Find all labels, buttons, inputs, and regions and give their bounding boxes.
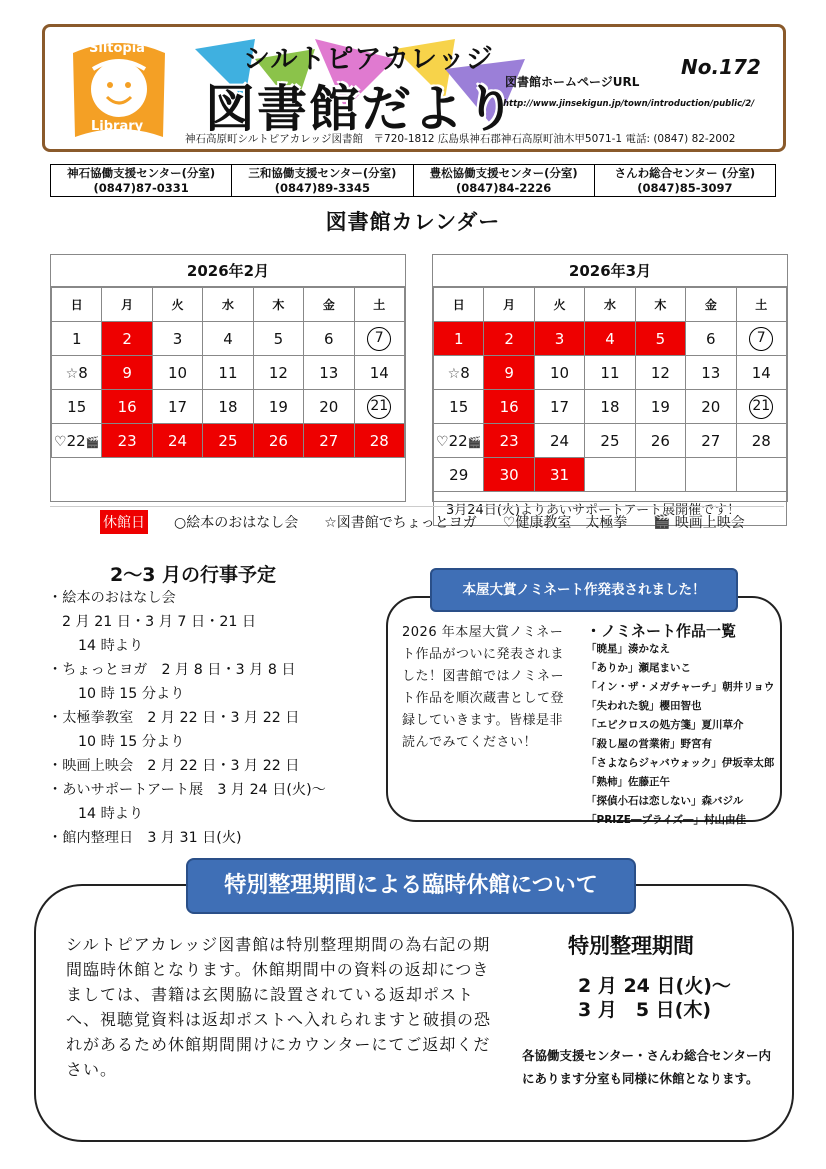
event-line: 14 時より [78,806,144,822]
nominee-item: 「エピクロスの処方箋」夏川草介 [586,719,744,731]
calendar-day: 18 [585,390,635,424]
event-line: 10 時 15 分より [78,686,185,702]
issue-number: No.172 [681,55,761,79]
calendar-day: 25 [203,424,253,458]
calendar-day [585,458,635,492]
calendar-day: 14 [736,356,786,390]
homepage-url-label: 図書館ホームページURL [505,75,640,89]
calendar-day: 12 [253,356,303,390]
closure-period-title: 特別整理期間 [568,934,694,958]
calendar-day: 3 [152,322,202,356]
calendar-day: ☆8 [52,356,102,390]
event-line: ・絵本のおはなし会 [48,590,176,606]
center-name: 三和協働支援センター(分室) [248,166,397,180]
calendar-day: 11 [585,356,635,390]
heart-icon: ♡ [54,433,67,450]
weekday-header: 月 [102,288,152,322]
calendar-day: 26 [635,424,685,458]
calendar-day: ☆8 [434,356,484,390]
award-heading: 本屋大賞ノミネート作発表されました！ [430,568,738,612]
calendar-day: 5 [253,322,303,356]
calendar-day: 9 [102,356,152,390]
calendar-day: 12 [635,356,685,390]
nominee-item: 「ありか」瀬尾まいこ [586,662,691,674]
nominee-item: 「イン・ザ・メガチャーチ」朝井リョウ [586,681,775,693]
newsletter-subtitle: シルトピアカレッジ [243,44,494,75]
center-toyomatsu [414,165,595,196]
center-name: さんわ総合センター (分室) [614,166,756,180]
calendar-day: 13 [304,356,354,390]
calendar-day: 10 [152,356,202,390]
closure-text: シルトピアカレッジ図書館は特別整理期間の為右記の期間臨時休館となります。休館期間中の資料の返却につきましては、書籍は玄関脇に設置されている返却ポストへ、視聴覚資料は返却ポストへ入れられますと破損の恐れがあるため休館期間開けにカウンターにてご返却ください。 [66,935,492,1079]
calendar-day: 28 [736,424,786,458]
heart-icon: ♡ [436,433,449,450]
calendar-day: 6 [304,322,354,356]
calendar-day: 30 [484,458,534,492]
calendar-day: 29 [434,458,484,492]
calendar-note: 3月24日(火)よりあいサポートアート展開催です！ [434,492,787,526]
star-icon: ☆ [447,365,461,382]
calendar-day: 24 [152,424,202,458]
center-name: 豊松協働支援センター(分室) [429,166,578,180]
calendar-day: 31 [534,458,584,492]
weekday-header: 火 [152,288,202,322]
logo-top-text: Siltopia [89,41,145,56]
calendar-day: 19 [253,390,303,424]
logo-bottom-text: Library [91,119,144,134]
legend-yoga: ☆図書館でちょっとヨガ [324,514,477,531]
calendar-day [635,458,685,492]
events-title: 2～3 月の行事予定 [110,564,277,586]
calendar-day [686,458,736,492]
calendar-day: 13 [686,356,736,390]
weekday-header: 水 [203,288,253,322]
calendar-day [736,390,786,424]
calendar-day: ♡22🎬 [434,424,484,458]
calendar-day: 23 [102,424,152,458]
calendar-day: 16 [484,390,534,424]
weekday-header: 木 [635,288,685,322]
legend-ehon: ○絵本のおはなし会 [174,514,299,531]
weekday-header: 月 [484,288,534,322]
calendar-day: 26 [253,424,303,458]
calendar-day: 9 [484,356,534,390]
center-tel: (0847)85-3097 [637,181,733,195]
calendar-day: ♡22🎬 [52,424,102,458]
event-line: ・映画上映会 2 月 22 日・3 月 22 日 [48,758,300,774]
center-tel: (0847)84-2226 [455,181,552,195]
legend-closed: 休館日 [100,510,148,534]
event-line: ・あいサポートアート展 3 月 24 日(火)～ [48,782,326,798]
weekday-header: 日 [434,288,484,322]
ehon-circle-icon: 7 [367,327,391,351]
center-tel: (0847)89-3345 [274,181,371,195]
march-grid [433,287,787,526]
february-grid [51,287,405,458]
event-line: ・館内整理日 3 月 31 日(火) [48,830,242,846]
calendar-day: 4 [585,322,635,356]
closure-date-from: 2 月 24 日(火)～ [578,975,731,997]
month-title: 2026年2月 [51,255,405,287]
calendar-day: 5 [635,322,685,356]
calendar-day: 17 [152,390,202,424]
newsletter-title: 図書館だより [205,80,517,138]
calendar-day: 2 [102,322,152,356]
calendar-day: 3 [534,322,584,356]
calendar-day: 1 [434,322,484,356]
homepage-url[interactable]: http://www.jinsekigun.jp/town/introduction/public/2/ [503,99,755,109]
weekday-header: 金 [686,288,736,322]
calendar-day: 18 [203,390,253,424]
nominee-item: 「失われた貌」櫻田智也 [586,700,702,712]
nominee-item: 「殺し屋の営業術」野宮有 [586,738,712,750]
clapperboard-icon: 🎬 [467,435,482,449]
clapperboard-icon: 🎬 [653,513,671,530]
calendar-day: 15 [434,390,484,424]
branch-centers-bar [50,164,776,197]
nominee-item: 「PRIZE―プライズ―」村山由佳 [586,814,747,826]
nominee-list-title: ・ノミネート作品一覧 [586,622,737,640]
legend-health: ♡健康教室 太極拳 [502,514,628,531]
calendar-day: 2 [484,322,534,356]
weekday-header: 火 [534,288,584,322]
nominee-item: 「熟柿」佐藤正午 [586,776,670,788]
center-name: 神石協働支援センター(分室) [67,166,216,180]
calendar-day: 15 [52,390,102,424]
ehon-circle-icon: 21 [749,395,773,419]
nominee-item: 「探偵小石は恋しない」森バジル [586,795,744,807]
ehon-circle-icon: 21 [367,395,391,419]
legend-movie: 映画上映会 [674,514,745,531]
closure-dates [578,974,731,1022]
center-tel: (0847)87-0331 [93,181,189,195]
calendar-day [736,458,786,492]
award-text: 2026 年本屋大賞ノミネート作品がついに発表されました！図書館ではノミネート作品を順次蔵書として登録していきます。皆様是非読んでみてください！ [402,625,565,750]
calendar-day [354,390,404,424]
month-title: 2026年3月 [433,255,787,287]
center-sanwa-sogo [595,165,775,196]
events-list [48,586,326,850]
calendar-day: 6 [686,322,736,356]
calendar-day: 17 [534,390,584,424]
event-line: 10 時 15 分より [78,734,185,750]
calendar-title: 図書館カレンダー [325,210,501,234]
nominee-list [586,640,774,830]
calendar-day: 14 [354,356,404,390]
closure-heading: 特別整理期間による臨時休館について [186,858,636,914]
weekday-header: 日 [52,288,102,322]
clapperboard-icon: 🎬 [85,435,100,449]
event-line: ・太極拳教室 2 月 22 日・3 月 22 日 [48,710,300,726]
ehon-circle-icon: 7 [749,327,773,351]
nominee-item: 「暁星」湊かなえ [586,643,670,655]
calendar-day: 27 [304,424,354,458]
calendar-day: 1 [52,322,102,356]
calendar-day: 16 [102,390,152,424]
library-address: 神石高原町シルトピアカレッジ図書館 〒720-1812 広島県神石郡神石高原町油木甲5071-1 電話: (0847) 82-2002 [185,133,736,145]
calendar-february [50,254,406,502]
event-line: 2 月 21 日・3 月 7 日・21 日 [62,614,257,630]
weekday-header: 土 [354,288,404,322]
event-line: ・ちょっとヨガ 2 月 8 日・3 月 8 日 [48,662,296,678]
newsletter-header [42,24,786,152]
weekday-header: 金 [304,288,354,322]
closure-note: 各協働支援センター・さんわ総合センター内にあります分室も同様に休館となります。 [522,1048,772,1086]
calendar-day: 20 [304,390,354,424]
nominee-item: 「さよならジャバウォック」伊坂幸太郎 [586,757,775,769]
weekday-header: 水 [585,288,635,322]
calendar-day: 20 [686,390,736,424]
calendar-day: 11 [203,356,253,390]
calendar-day: 25 [585,424,635,458]
calendar-day: 28 [354,424,404,458]
calendar-day: 23 [484,424,534,458]
star-icon: ☆ [65,365,79,382]
center-kamiishi [51,165,232,196]
calendar-day: 24 [534,424,584,458]
center-sanwa [232,165,413,196]
calendar-day: 27 [686,424,736,458]
calendar-day [354,322,404,356]
weekday-header: 土 [736,288,786,322]
calendar-day [736,322,786,356]
calendar-legend [50,506,784,536]
closure-date-to: 3 月 5 日(木) [578,999,712,1021]
calendar-march [432,254,788,518]
event-line: 14 時より [78,638,144,654]
calendar-day: 4 [203,322,253,356]
weekday-header: 木 [253,288,303,322]
calendar-day: 10 [534,356,584,390]
calendar-day: 19 [635,390,685,424]
